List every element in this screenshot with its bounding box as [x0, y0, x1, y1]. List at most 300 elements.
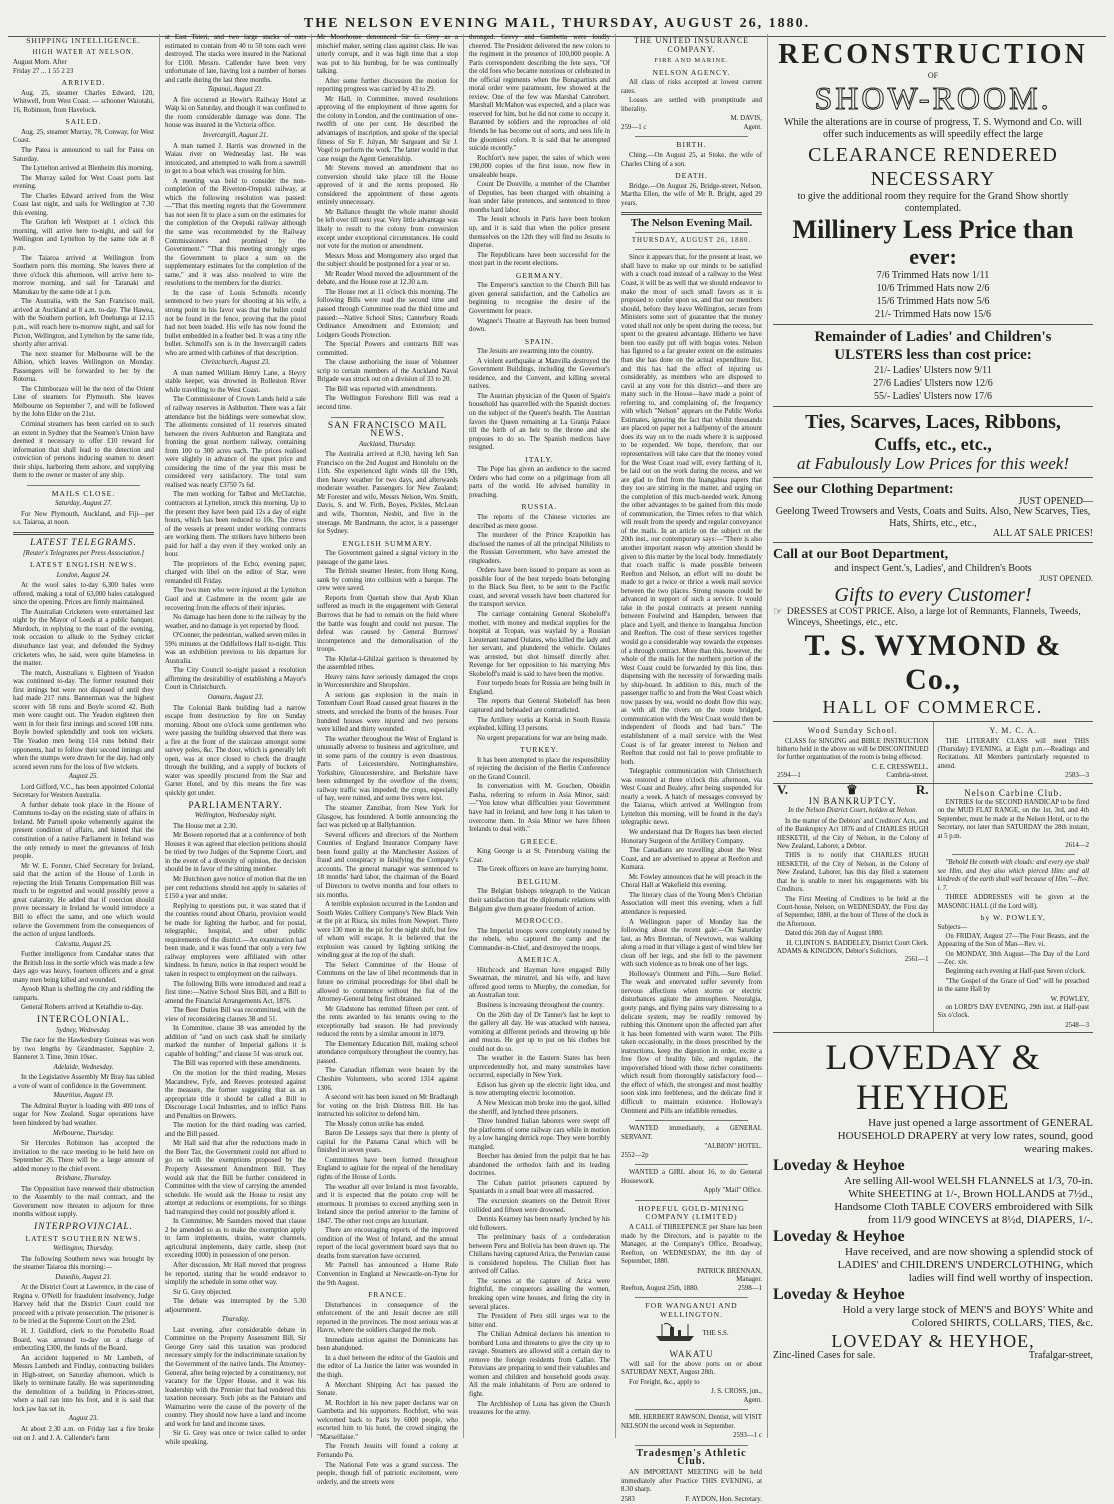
dateline: August 23. — [68, 1415, 99, 1423]
news-para: In Committee, clause 38 was amended by the addition of "and on such cask shall be similarly marked the number of Imperial gallons it is capable of holding;" and clause 51 was struck out. — [165, 1025, 306, 1058]
news-para: The Republicans have been successful for the most part in the recent elections. — [469, 251, 610, 268]
shipping-para: The Chimborazo will be the next of the Orient Line of steamers for Plymouth. She leaves Melbourne on September 7, and will be followed by the John Elder on the 21st. — [13, 385, 154, 419]
news-para: A further debate took place in the House of Commons to-day on the existing state of affairs in Ireland. Mr Parnell spoke vehemently against the present condition of affairs, and hinted that the constitution of a native Parliament in Ireland was the only remedy to meet the grievances of Irish people. — [13, 801, 154, 861]
divider — [13, 532, 154, 535]
boot-text: and inspect Gent.'s, Ladies', and Children's Boots — [834, 562, 1032, 574]
editorial-para: Telegraphic communication with Christchurch was restored at three o'clock this afternoon, via West Coast and Bealey, after being suspended for nearly a week. A batch of messages conveyed by the Taiaroa, which arrived at Wellington from Lyttelton this morning, will be found in the day's telegraphic news. — [621, 768, 762, 827]
news-para: The proprietors of the Echo, evening paper, charged with libel on the editor of Star, were remanded till Friday. — [165, 560, 306, 585]
news-para: The Mossly cotton strike has ended. — [325, 1120, 425, 1128]
servant-ad-where: "ALBION" HOTEL. — [704, 1143, 762, 1151]
loveday-text: Are selling All-wool WELSH FLANNELS at 1/3, 70-in. White SHEETING at 1/-, Brown HOLLANDS at 7½d., Handsome Cloth TABLE COVERS embroidered with Silk from 11/9 good WINCEYS at 8½d, DIAPERS, 1/-. — [834, 1175, 1093, 1227]
parliamentary-heading: PARLIAMENTARY. — [188, 800, 283, 811]
ad-ref: 2583 — [621, 1495, 635, 1503]
loveday-footer: LOVEDAY & HEYHOE, — [831, 1331, 1035, 1352]
girl-ad-where: Apply "Mail" Office. — [703, 1187, 762, 1195]
dateline: Oamaru, August 23. — [207, 694, 264, 702]
ad-ref: 2593—1 c — [733, 1432, 762, 1440]
news-para: Mr Reader Wood moved the adjournment of the debate, and the House rose at 12.30 a.m. — [317, 270, 458, 287]
birth-text: Ching.—On August 25, at Stoke, the wife of Charles Ching of a son. — [621, 152, 762, 168]
news-para: Mr Stevens moved an amendment that no conversion should take place till the House approved of it and the terms proposed. He considered the appointment of these agents entirely unnecessary. — [317, 165, 458, 207]
news-para: Wagner's Theatre at Bayreuth has been burned down. — [469, 317, 610, 334]
ever-heading: ever: — [909, 243, 957, 269]
divider — [635, 1297, 748, 1298]
mails-heading: MAILS CLOSE. — [51, 488, 116, 498]
divider — [331, 417, 444, 418]
news-para: A violent earthquake at Manvilla destroyed the Government Buildings, including the Governor's residence, and the Convent, and killing several natives. — [469, 357, 610, 391]
paper-date: THURSDAY, AUGUST 26, 1880. — [631, 236, 752, 244]
news-para: The Archbishop of Luna has given the Church treasures for the army. — [469, 1400, 610, 1417]
hat-prices — [773, 269, 1093, 321]
wood-name: C. E. CRESSWELL. — [871, 763, 929, 771]
reconstruction-heading: RECONSTRUCTION — [778, 39, 1088, 70]
dateline: Mauritius, August 19. — [53, 1092, 114, 1100]
news-para: Last evening, after considerable debate in Committee on the Property Assessment Bill, Sir George Grey said this taxation was produced necessary simply for the indiscriminate taxation by the Government of the native lands. The Attorney-General, after being rejected by a constituency, not vacancy for the Upper House, and it was his leadership with the Premier that had rendered this taxation necessary. Such jobs as the Patutaro and Waimarino were the cause of the poverty of the country. They should now have a land and income and work for land and income taxes. — [165, 1326, 306, 1428]
shipping-para: The Murray sailed for West Coast ports last evening. — [13, 174, 154, 191]
news-para: After some further discussion the motion for reporting progress was carried by 43 to 29. — [317, 77, 458, 94]
geelong-text: Geelong Tweed Trowsers and Vests, Coats and Suits. Also, New Scarves, Ties, Hats, Shirts, etc., etc., — [775, 506, 1091, 530]
sailed-heading: SAILED. — [65, 117, 102, 127]
news-para: Messrs Moss and Montgomery also urged that the subject should be postponed for a year or so. — [317, 252, 458, 269]
addresses-item: "The Gospel of the Grace of God" will be preached in the same Hall by — [937, 977, 1089, 994]
news-para: The Artillery works at Korisk in South Russia exploded, killing 13 persons. — [469, 716, 610, 733]
loveday-name: Loveday & Heyhoe — [773, 1157, 905, 1175]
dateline: Dunedin, August 21. — [55, 1273, 112, 1281]
column-4 — [464, 34, 616, 1438]
news-para: Disturbances in consequence of the enforcement of the anti Jesuit decree are still reported in the provinces. The most serious was at Havre, where the soldiers charged the mob. — [317, 1301, 458, 1335]
bankruptcy-date: Dated this 26th day of August 1880. — [785, 930, 884, 938]
ship-ad-text: will sail for the above ports on or about SATURDAY NEXT, August 28th. — [621, 1360, 762, 1377]
news-para: The carriage containing General Skobeloff's mother, with money and medical supplies for the hospital at Tcopan, was waylaid by a Russian Lieutenant named Oulates, who killed the lady and her servant, and plundered the vehicle. Oulates was arrested, but shot himself directly after. Revenge for her opposition to his marrying Mrs Skobeloff's maid is said to have been the motive. — [469, 611, 610, 678]
column-5 — [616, 34, 768, 1503]
wymond-ad — [773, 34, 1093, 722]
carbine-text: ENTRIES for the SECOND HANDICAP to be fired on the MUD FLAT RANGE, on the 1st, 3rd, and 4th September, must be made at the Nelson Hotel, or to the Secretary, not later than SATURDAY the 28th instant, at 5 p.m. — [937, 799, 1089, 840]
editorial-para: Mr. Fowley announces that he will preach in the Choral Hall at Wakefield this evening. — [621, 873, 762, 890]
gold-mining-date: Reefton, August 25th, 1880. — [621, 1284, 699, 1292]
news-para: The following Bills were introduced and read a first time:—Native School Sites Bill, and a Bill to amend the Financial Arrangements Act, 1876. — [165, 980, 306, 1005]
news-para: Further intelligence from Candahar states that the British loss in the sortie which was made a few days ago was heavy, fourteen officers and a great many men being killed and wounded. — [13, 951, 154, 984]
dateline: Melbourne, Thursday. — [52, 1129, 115, 1137]
dateline: Wellington, Thursday. — [53, 1245, 114, 1253]
news-para: Reports from Quettah show that Ayub Khan suffered as much in the engagement with General Burrows that he had to remain on the field where the battle was fought and could not pursue. The defeat was caused by General Burrows' incompetence and the demoralisation of the troops. — [317, 594, 458, 654]
ship-ad-intro: THE S.S. — [702, 1329, 729, 1337]
news-para: General Roberts arrived at Ketalhdie to-day. — [21, 1004, 144, 1012]
news-para: At the District Court at Lawrence, in the case of Regina v. O'Neill for fraudulent insolvency, Judge Harvey held that the District Court could not proceed with a private prosecution. The prisoner is to be tried at the Supreme Court on the 23rd. — [13, 1284, 154, 1326]
high-water-heading: HIGH WATER AT NELSON. — [32, 48, 135, 56]
news-para: H. J. Guildford, clerk to the Portobello Road Board, was arrested to-day on a charge of embezzling £300, the funds of the Board. — [13, 1328, 154, 1353]
bankruptcy-court: In the Nelson District Court, holden at Nelson. — [788, 807, 918, 815]
news-para: The weather throughout the West of England is unusually adverse to business and agriculture, and in some parts of the country is even disastrous. Parts of Leicestershire, Nottinghamshire, Yorkshire, Gloucestershire, and Berkshire have been submerged by the overflow of the rivers; railway traffic was impeded; the crops, especially of hay, were ruined, and some lives were lost. — [317, 735, 458, 803]
showroom-heading: SHOW-ROOM. — [814, 79, 1052, 116]
cuffs-heading: Cuffs, etc., etc., — [874, 433, 992, 454]
bankruptcy-text: The First Meeting of Creditors to be held at the Court-house, Nelson, on WEDNESDAY, the First day of September, 1880, at the hour of Three of the clock in the Afternoon. — [777, 895, 929, 928]
news-para: The Canadian rifleman were beaten by the Cheshire Volunteers, who scored 1314 against 1306. — [317, 1067, 458, 1092]
price-line: 10/6 Trimmed Hats now 2/6 — [876, 282, 990, 294]
bankruptcy-solicitors: ADAMS & KINGDON, Debtor's Solicitors. — [777, 947, 898, 955]
news-para: The Belgian bishops telegraph to the Vatican their satisfaction that the diplomatic relations with Belgium give them greater freedom of action. — [469, 888, 610, 913]
news-para: A terrible explosion occurred in the London and South Wales Colliery Company's New Black Vein at the pit at Risca, six miles from Newport. There were 130 men in the pit for the night shift, but few of whom will escape. It is believed that the explosion was caused by lighting striking the winding gear at the top of the shaft. — [317, 901, 458, 960]
ship-ad-freight: For Freight, &c., apply to — [629, 1378, 700, 1386]
carbine-notice — [934, 784, 1094, 1033]
ship-agent-role: Agent. — [743, 1396, 762, 1404]
ad-ref: 2614—2 — [1065, 842, 1089, 850]
dateline: August 25. — [68, 773, 99, 781]
wood-text: CLASS for SINGING and BIBLE INSTRUCTION hitherto held in the above on will be DISCONTINUED for further organization of the room is being effected. — [777, 737, 929, 762]
reconstruction-text: While the alterations are in course of progress, T. S. Wymond and Co. will offer such inducements as will speedily effect the large — [784, 116, 1082, 140]
english-news-heading: LATEST ENGLISH NEWS. — [30, 560, 137, 570]
news-para: The Australian Cricketers were entertained last night by the Mayor of Leeds at a public banquet. Murdoch, in replying to the toast of the evening, took occasion to allude to the Sydney cricket disturbance last year, and defended the Sydney cricketers who, he said, were quite blameless in the matter. — [13, 608, 154, 668]
divider — [27, 485, 140, 486]
english-summary-heading: ENGLISH SUMMARY. — [342, 538, 433, 548]
morocco-heading: MOROCCO. — [515, 916, 564, 926]
news-para: The weather in the Eastern States has been unprecedentedly hot, and many sunstrokes have occurred, especially in New York. — [469, 1055, 610, 1080]
addresses-subjects: Subjects— — [937, 924, 968, 932]
addresses-item: on LORD'S DAY EVENING, 29th inst. at Half-past Six o'clock. — [937, 1003, 1089, 1020]
news-para: On the motion for the third reading, Messrs Macandrew, Fyfe, and Reeves protested against the measure, the former suggesting that as an appropriate title it should be called a Bill to Discourage Local Industries, and to inflict Pains and Penalties on Brewers. — [165, 1069, 306, 1120]
ulsters-heading: ULSTERS less than cost price: — [834, 346, 1032, 363]
news-para: The weather all over Ireland is most favorable, and it is expected that the potato crop will be enormous. It promises to exceed anything seen in Ireland since the period anterior to the famine of 1847. The other root crops are luxuriant. — [317, 1183, 458, 1225]
editorial-para: Holloway's Ointment and Pills.—Sure Relief. The weak and enervated suffer severely from nervous affections when storms or electric disturbances agitate the atmosphere. Neuralgia, gouty pangs, and flying pains vary distressing to a delicate system, may be readily removed by rubbing this Ointment upon the affected part after it has been fomented with warm water. The Pills taken occasionally, in the doses prescribed by the instructions, keep the digestion in order, excite a free flow of healthy bile, and regulate, the impoverished blood with those richer constituents which result from thoroughly satisfactory food—the effect of which, the strongest and most healthy soon sink into feebleness, and the delicate find it difficult to maintain existence. Holloway's Ointment and Pills are infallible remedies. — [621, 970, 762, 1115]
ad-ref: 2548—3 — [1065, 1021, 1089, 1029]
america-heading: AMERICA. — [517, 955, 562, 965]
clearance-heading: CLEARANCE RENDERED NECESSARY — [808, 143, 1058, 190]
editorial-para: The Canadians are travelling about the West Coast, and are advertised to appear at Reefton and Kumara. — [621, 847, 762, 872]
news-para: The motion for the third reading was carried, and the Bill passed. — [165, 1122, 306, 1138]
loveday-name: Loveday & Heyhoe — [773, 1286, 905, 1304]
ad-ref: 2594—1 — [777, 772, 801, 780]
ship-ad-title: FOR WANGANUI AND WELLINGTON. — [645, 1301, 738, 1319]
agent-label: Agent. — [743, 123, 762, 131]
news-para: Mr Bowen reported that at a conference of both Houses it was agreed that election petitions should be tried by two Judges of the Supreme Court, and in the event of a diversity of opinion, the decision should be in favor of the sitting member. — [165, 832, 306, 874]
news-para: Mr Hall said that after the reductions made in the Beer Tax, the Government could not afford to go on with the exemptions proposed by the Property Assessment Amendment Bill. They would ask that the Bill be further considered in Committee with the view of carrying the amended schedule. He would ask the House to resist any attempt at reductions or exemptions, for so things had transpired they could not possibly afford it. — [165, 1140, 306, 1216]
ymca-title: Y. M. C. A. — [989, 726, 1038, 736]
editorial-para: The literary class of the Young Men's Christian Association will meet this evening, when a full attendance is requested. — [621, 891, 762, 916]
news-para: In Committee, Mr Saunders moved that clause 2 be amended so as to make the exemption apply to farm implements, drains, water channels, agricultural implements, dairy cattle, sheep (not exceeding 1000) in possession of one person. — [165, 1218, 306, 1260]
news-para: Mr Ballance thought the whole matter should be left over till next year. Very little advantage was likely to result to the colony from conversion except under exceptional circumstances. He could not vote for the motion or amendment. — [317, 208, 458, 251]
athletic-club-text: AN IMPORTANT MEETING will be held immediately after Practice THIS EVENING, at 8.30 sharp. — [621, 1469, 762, 1494]
news-para: The following Southern news was brought by the steamer Taiaroa this morning:— — [13, 1255, 154, 1272]
news-para: No urgent preparations for war are being made. — [477, 734, 608, 742]
millinery-heading: Millinery Less Price than — [792, 214, 1074, 244]
wood-title: Wood Sunday School. — [807, 726, 898, 736]
news-para: The Australia arrived at 8.30, having left San Francisco on the 2nd August and Honolulu on the 11th. She experienced light winds till the 19th, then heavy weather for two days, and afterwards moderate weather. Passengers for New Zealand; Mr Forester and wife, Messrs Nelson, Wm. Smith, Davis, S. and W. Firth, Boyes, Pickles, McLean and wife, Thornton, Nesbit, and five in the steerage. Mr Bandmann, the actor, is a passenger for Sydney. — [317, 451, 458, 536]
shipping-para: The next steamer for Melbourne will be the Albion, which leaves Wellington on Monday. Passengers will be forwarded to her by the Rotorua. — [13, 350, 154, 384]
dateline: Adelaide, Wednesday. — [53, 1063, 114, 1071]
news-para: After discussion, Mr Hall moved that progress be reported, stating that he would endeavor to simplify the schedule in some other way. — [165, 1262, 306, 1287]
dateline: Auckland, Thursday. — [359, 440, 416, 448]
news-para: A fire occurred at Hewitt's Railway Hotel at Waip ki on Saturday, and though it was confined to the room considerable damage was done. The house was insured in the Victoria office. — [165, 96, 306, 130]
news-para: In the case of Louis Schmolls recently sentenced to two years for shooting at his wife, a strong point in his favor was that the bullet could not be found in the fence, proving that the pistol had not been loaded. His wife has now found the bullet embedded in a feather bed. It was a tiny rifle bullet. Schmoll's son is in the Invercargill cadets who are armed with carbines of that description. — [165, 289, 306, 357]
news-para: Four torpedo boats for Russia are being built in England. — [469, 680, 610, 696]
gifts-heading: Gifts to every Customer! — [834, 584, 1032, 607]
all-at-sale: ALL AT SALE PRICES! — [992, 528, 1093, 540]
shipping-para: The Taiaroa arrived at Wellington from Southern ports this morning. She leaves there at three o'clock this afternoon, will arrive here to-morrow morning, and sail for Taranaki and Manukau by the same tide at 1 p.m. — [13, 254, 154, 296]
boot-open: JUST OPENED. — [1039, 573, 1093, 583]
news-para: Rochfort's new paper, the sales of which were 190,000 copies of the first issue, now flew in unsaleable heaps. — [469, 154, 610, 179]
insurance-title: THE UNITED INSURANCE COMPANY. — [633, 36, 750, 54]
news-para: On the 26th day of Dr Tanner's fast he kept to the gallery all day. He was attacked with nausea, vomiting at different periods and throwing up bile and mucus. He got up to put on his clothes but could not do so. — [469, 1011, 610, 1053]
fabulous-heading: at Fabulously Low Prices for this week! — [797, 453, 1069, 473]
price-line: 21/- Ladies' Ulsters now 9/11 — [874, 364, 992, 376]
addresses-name: W. POWLEY, — [1050, 995, 1089, 1003]
dresses-text: DRESSES at COST PRICE. Also, a large lot of Remnants, Flannels, Tweeds, Winceys, Sheetings, etc., etc. — [786, 607, 1081, 629]
news-para: No damage has been done to the railway by the weather, and no damage is yet reported by flood. — [165, 614, 306, 630]
divider — [635, 1409, 748, 1410]
news-para: King George is at St. Petersburg visiting the Czar. — [469, 848, 610, 864]
southern-news-heading: LATEST SOUTHERN NEWS. — [25, 1233, 142, 1243]
addresses-item: On FRIDAY, August 27—The Four Beasts, and the Appearing of the Son of Man—Rev. vi. — [937, 932, 1089, 949]
loveday-text: Have just opened a large assortment of GENERAL HOUSEHOLD DRAPERY at very low rates, sound, good wearing makes. — [837, 1117, 1093, 1156]
news-para: The Beer Duties Bill was recommitted, with the view of reconsidering clauses 38 and 51. — [165, 1007, 306, 1023]
news-para: thronged. Grevy and Gambetta were loudly cheered. The President delivered the new colors to the regiment in the presence of 100,000 people. A Paris correspondent describing the fete says, "Of the old foes who became notorious or celebrated in the official regiments when the Bonapartists and moral order were paramount, few showed at the review. One of the few was Marshal Canrobert. Marshall McMahon was expected, and a place was reserved for him, but he did not come to occupy it. Baranted by soldiers and the reproaches of old friends he has become out of sorts, and sees life in the gloomiest colors. It is said that he attempted suicide recently." — [469, 34, 610, 153]
news-para: Hitchcock and Hayman have engaged Billy Sweatman, the minstrel, and his wife, and have offered good terms to Murphy, the comedian, for an Australian tour. — [469, 966, 610, 1000]
news-para: A meeting was held to consider the non-completion of the Riverton-Orepuki railway, at which the following resolution was passed:—"That this meeting regrets that the Government has not seen fit to place a sum on the estimates for the completion of the Orepuki railway although the same was recommended by the Railway Commissioners and promised by the Government." "That this meeting strongly urges the Government to place a sum on the supplementary estimates for the completion of the same," and it was also resolved to wire the resolutions to the members for the district. — [165, 177, 306, 288]
wood-role: Cambria-street. — [886, 772, 929, 780]
news-para: Committees have been formed throughout England to agitate for the repeal of the hereditary rights of the House of Lords. — [317, 1156, 458, 1181]
mails-text: For New Plymouth, Auckland, and Fiji—per s.s. Taiaroa, at noon. — [13, 510, 154, 527]
loveday-heading: LOVEDAY & HEYHOE — [825, 1037, 1041, 1118]
news-para: The Austrian physician of the Queen of Spain's household has quarrelled with the Spanish doctors on the subject of the Queen's health. The Austrian favors the Queen remaining at La Granja Palace till the birth of an heir to the throne and she proposes to do so. The Spanish medicos have resigned. — [469, 392, 610, 452]
dateline: Invercargill, August 21. — [202, 132, 269, 140]
tide-row: Friday 27 ... 1 55 2 23 — [13, 67, 74, 75]
just-opened: JUST OPENED— — [1018, 495, 1093, 507]
loveday-ad — [773, 1033, 1093, 1365]
news-para: Several officers and directors of the Northern Counties of England Insurance Company have been found guilty at the Manchester Assizes of fraud and conspiracy in falsifying the Company's accounts. The general manager was sentenced to 18 months' hard labor, the chairman of the Board of Directors to twelve months and four others to six months. — [317, 831, 458, 899]
news-para: Count De Douville, a member of the Chamber of Deputies, has been charged with obtaining a loan under false pretences, and sentenced to three months hard labor. — [469, 181, 610, 214]
loveday-name: Loveday & Heyhoe — [773, 1228, 905, 1246]
insurance-text: All class of risks accepted at lowest current rates. — [621, 79, 762, 95]
dateline: Christchurch, August 23. — [201, 359, 270, 367]
news-para: It has been attempted to place the responsibility of rejecting the decision of the Berlin Conference on the Grand Council. — [469, 756, 610, 781]
news-para: The Greek officers on leave are hurrying home. — [477, 866, 609, 874]
addresses-title: THREE ADDRESSES will be given at the MASONIC HALL (if the Lord will), — [937, 894, 1089, 910]
mails-sub: Saturday, August 27. — [54, 500, 113, 508]
turkey-heading: TURKEY. — [520, 745, 559, 755]
news-para: The Khelat-i-Ghilzai garrison is threatened by the assembled tribes. — [317, 655, 458, 672]
ship-name: WAKATU — [669, 1349, 714, 1360]
news-para: The preliminary basis of a confederation between Peru and Bolivia has been drawn up. The Chilians having captured Arica, the Peruvian cause is considered hopeless. The Chilian fleet has arrived off Callao. — [469, 1234, 610, 1276]
column-1 — [8, 34, 160, 1442]
insurance-sub: FIRE AND MARINE. — [654, 57, 729, 65]
hall-of-commerce: HALL OF COMMERCE. — [822, 697, 1044, 718]
news-para: The French Jesuits will found a colony at Fernando Po. — [317, 1443, 458, 1459]
news-para: A second writ has been issued on Mr Bradlaugh for voting on the Irish Distress Bill. He has instructed his solicitor to defend him. — [317, 1094, 458, 1119]
news-para: The excursion steamers on the Detroit River collided and fifteen were drowned. — [469, 1198, 610, 1214]
news-para: The Admiral Ruyter is loading with 400 tons of sugar for New Zealand. Sugar operations have been hindered by bad weather. — [13, 1102, 154, 1127]
news-para: A Merchant Shipping Act has passed the Senate. — [317, 1381, 458, 1398]
ties-heading: Ties, Scarves, Laces, Ribbons, — [805, 410, 1061, 433]
news-para: A man named J. Harris was drowned in the Waiau river on Wednesday last. He was intoxicated, and attempted to walk from a sawmill to get to a boat which was crossing for him. — [165, 142, 306, 176]
news-para: Orders have been issued to prepare as soon as possible four of the best torpedo boats belonging to the Black Sea fleet, to be sent to the Pacific coast, and several vessels have been chartered for the transport service. — [469, 567, 610, 609]
notices-row-1 — [773, 722, 1093, 783]
shipping-para: The Australia, with the San Francisco mail, arrived at Auckland at 8 a.m. to-day. The Hawea, with the Southern portion, left Onehunga at 12.15 p.m., will reach here to-morrow night, and sail for Picton, Wellington, and Lyttelton by the same tide, shortly after arrival. — [13, 298, 154, 349]
boot-heading: Call at our Boot Department, — [773, 546, 949, 562]
servant-ad: WANTED immediately, a GENERAL SERVANT. — [621, 1125, 762, 1141]
divider — [635, 249, 748, 250]
news-para: At the wool sales to-day 6,300 bales were offered, making a total of 63,000 bales catalogued since the opening. Prices are firmly maintained. — [13, 582, 154, 607]
birth-heading: BIRTH. — [676, 140, 707, 150]
addresses-item: On MONDAY, 30th August—The Day of the Lord—Zec. xiv. — [937, 950, 1089, 966]
price-line: 21/- Trimmed Hats now 15/6 — [874, 308, 992, 320]
news-para: at East Taieri, and two large stacks of oats estimated to contain from 40 to 50 tons each were destroyed. The stacks were insured in the National for £100. Messrs. Callender have been very unfortunate of late, having lost a number of horses and cattle during the last three months. — [165, 34, 306, 84]
news-para: Immediate action against the Dominicans has been abandoned. — [317, 1336, 458, 1353]
insurance-agent: M. DAVIS, — [730, 115, 762, 123]
news-para: The reports of the Chinese victories are described as mere goose. — [469, 513, 610, 530]
divider — [635, 1120, 748, 1121]
ad-ref: 2561—1 — [904, 956, 929, 964]
shipping-heading: SHIPPING INTELLIGENCE. — [26, 36, 141, 45]
news-para: The men working for Talbot and McClatchie, contractors at Lyttelton, struck this morning. Up to the present they have been paid 12s a day of eight hours, which has been reduced to 10s. The crews of the vessels at present under working contracts are working them. The strikers have hitherto been paid for half a day even if they worked only an hour. — [165, 491, 306, 559]
germany-heading: GERMANY. — [515, 270, 564, 280]
news-para: The Jesuits are swarming into the country. — [477, 348, 594, 356]
news-para: The British steamer Hester, from Hong Kong, sank by coming into collision with a barque. The crew were saved. — [317, 568, 458, 593]
news-para: Lord Gifford, V.C., has been appointed Colonial Secretary for Western Australia. — [13, 783, 154, 800]
reconstruction-of: OF — [927, 71, 939, 80]
zinc-text: Zinc-lined Cases for sale. — [773, 1350, 876, 1362]
notices-row-2 — [773, 781, 1093, 1034]
news-para: Business is increasing throughout the country. — [477, 1001, 605, 1009]
news-para: The Commissioner of Crown Lands held a sale of railway reserves in Ashburton. There was a fair attendance but the biddings were somewhat slow. The allotments consisted of 11 reserves situated between the rivers Ashburton and Rangitata and fronting the great northern railway, containing from 100 to 300 acres each. The prices realised were slightly in advance of the upset price and considering the time of the year this must be considered very satisfactory. The total sum realised was nearly £3750 7s 6d. — [165, 396, 306, 489]
news-para: Heavy rains have seriously damaged the crops in Worcestershire and Shropshire. — [317, 673, 458, 690]
news-para: There are encouraging reports of the improved condition of the West of Ireland, and the annual report of the local government board says that no deaths from starvation have occurred. — [317, 1227, 458, 1260]
news-para: The debate was interrupted by the 5.30 adjournment. — [165, 1298, 306, 1314]
clearance-text: to give the additional room they require for the Grand Show shortly contemplated. — [797, 190, 1069, 214]
intercolonial-heading: INTERCOLONIAL. — [37, 1014, 130, 1025]
dateline: Sydney, Wednesday. — [56, 1026, 111, 1034]
dateline: London, August 24. — [56, 571, 111, 579]
ship-ad-header — [621, 1321, 762, 1347]
divider — [635, 1164, 748, 1165]
news-para: Edison has given up the electric light idea, and is now attempting electric locomotion. — [469, 1081, 610, 1098]
news-para: Sir G. Grey objected. — [173, 1288, 232, 1296]
wymond-name: T. S. WYMOND & Co., — [804, 629, 1062, 697]
death-text: Bridge.—On August 26, Bridge-street, Nelson, Martha Ellen, the wife of Mr R. Bright, aged 29 years. — [621, 182, 762, 207]
tide-head: August Morn. After — [13, 59, 67, 67]
news-para: Mr Moorhouse denounced Sir G. Grey as a mischief maker, setting class against class. He was utterly corrupt, and it was high time that a stop was put to his humbug, for he was continually talking. — [317, 34, 458, 76]
bankruptcy-clerk: H. CLINTON S. BADDELEY, District Court Clerk. — [786, 939, 929, 947]
divider — [621, 212, 762, 215]
gold-mining-title: HOPEFUL GOLD-MINING COMPANY (LIMITED) — [638, 1203, 745, 1222]
r-letter: R. — [915, 781, 929, 797]
news-para: Sir G. Grey was once or twice called to order while speaking. — [165, 1430, 306, 1446]
news-para: The Imperial troops were completely routed by the rebels, who captured the camp and the Commander-in-Chief, and destroyed the troops. — [469, 927, 610, 952]
news-para: Ayoob Khan is shelling the city and riddling the ramparts. — [13, 986, 154, 1002]
greece-heading: GREECE. — [520, 836, 559, 846]
news-para: The race for the Hawkesbury Guineas was won by two lengths by Grandmaster, Sapphire 2, Banneret 3. Time, 3min 10sec. — [13, 1037, 154, 1062]
ads-column — [768, 34, 1098, 1438]
news-para: Mr Parnell has announced a Home Rule Convention in England at Newcastle-on-Tyne for the 9th August. — [317, 1262, 458, 1287]
price-line: 55/- Ladies' Ulsters now 17/6 — [874, 390, 992, 402]
news-para: Dennis Kearney has been nearly lynched by his old followers. — [469, 1216, 610, 1232]
sailed-text: Aug. 25, steamer Murray, 78, Conway, for West Coast. — [13, 128, 154, 145]
news-para: An accident happened to Mr Lambeth, of Messrs Lambeth and Findlay, contracting builders in High-street, on Saturday afternoon, which is likely to terminate fatally. He was superintending the demolition of a building in Princes-street, when a nail ran into his foot, and it is said that lock jaw has set in. — [13, 1354, 154, 1413]
news-para: Mr Hall, in Committee, moved resolutions approving of the employment of three agents for the colony in London, and the continuation of one-twelfth of one per cent. He described the advantages of inscription, and spoke of the special fitness of Sir F. Julyan, Mr Sargeant and Sir J. Vogel to perform the work. The latter would in that case resign the Agent Generalship. — [317, 95, 458, 163]
news-para: A man named William Henry Lane, a Heyry stable keeper, was drowned in Rolleston River while travelling to the West Coast. — [165, 369, 306, 394]
news-para: The two men who were injured at the Lyttelton Gaol and at Cashmere in the recent gale are recovering from the effects of their injuries. — [165, 587, 306, 612]
arrived-heading: ARRIVED. — [61, 78, 106, 88]
news-para: Mr Gladstone has remitted fifteen per cent. of the rents awarded to his tenants owing to the exceptionally bad season. He had previously reduced the rents by a similar amount in 1879. — [317, 1005, 458, 1039]
pointing-hand-icon: ☞ — [773, 606, 783, 619]
news-para: The Elementary Education Bill, making school attendance compulsory throughout the country, has passed. — [317, 1040, 458, 1065]
news-para: The Jesuit schools in Paris have been broken up, and it is said that when the police present themselves on the 12th they will find no Jesuits to disperse. — [469, 216, 610, 250]
price-line: 15/6 Trimmed Hats now 5/6 — [876, 295, 990, 307]
interprovincial-heading: INTERPROVINCIAL. — [33, 1222, 134, 1232]
editorial-para: We understand that Dr Rogers has been elected Honorary Surgeon of the Artillery Company. — [621, 829, 762, 845]
dateline: Calcutta, August 25. — [55, 940, 112, 948]
italy-heading: ITALY. — [525, 454, 554, 464]
news-para: Baron De Lesseps says that there is plenty of capital for the Panama Canal which will be finished in seven years. — [317, 1130, 458, 1155]
news-para: The reports that General Skobeloff has been captured and beheaded are contradicted. — [469, 698, 610, 715]
news-para: The Emperor's sanction to the Church Bill has given general satisfaction, and the Catholics are beginning to recognise the desire of the Government for peace. — [469, 282, 610, 315]
news-para: The murderer of the Prince Krapotkin has disclosed the names of all the principal Nihilists to the Russian Government, who have arrested the ringleaders. — [469, 532, 610, 565]
news-para: Mr Hutchison gave notice of motion that the ten per cent reductions should not apply to salaries of £150 a year and under. — [165, 875, 306, 901]
editorial-para: Since it appears that, for the present at least, we shall have to make up our minds to be satisfied with a coach road instead of a railway to the West Coast, it will be as well that we should endeavor to make the most of such small favors as it is proposed to confer upon us, and that our members should, before they leave Wellington, secure from Ministers some sort of guarantee that the money voted shall not only be spent during the recess, but spent to the greatest advantage. Hitherto we have been too easily put off with bogus votes. Nelson has figured to a far greater extent on the estimates than she has done on the actual expenditure list, and this has had the effect of injuring us considerably, as members who are disposed to cavil at any vote for this district—and there are many such in the House—have made a point of referring to, and complaining of, the frequency with which "Nelson" appears on the Public Works Estimates, ignoring the fact that whilst thousands are placed on paper not a halfpenny of the amount does its way on to the roads where it is supposed to be expended. We hope, therefore, that our representatives will take care that the money voted for the West Coast road will, every farthing of it, be laid out on the work during the recess, and we are glad to find from the Inangahua papers that they too are stirring in the matter, and urging on the completion of this much-needed work. Among the other advantages to be gained from this mode of communication, the Times refers to that which will result from the speedy and regular conveyance of the mails. In an article on the subject on the 20th inst., our contemporary says:—"There is also another important reason why attention should be given to this matter by the local body. Immediately that coach traffic is made possible between Reefton and Nelson, an effort will no doubt be made to get a twice or thrice a week mail service between the two places. Strong reasons could be advanced in support of such a service. It would take in the postal contracts at present running between Foulwind and Hampden, between that place and Lyell, and thence to Inangahua Junction and Reefton. The cost of these services together would go a considerable way towards the expenses of a through contract. More than this, however, the whole of the mails for the northern portion of the West Coast could be forwarded by this line, thus dispensing with the necessity of forwarding mails by ship-board. In addition to this, much of the passenger traffic to and from the West Coast which now passes by sea, would no doubt flow this way, as with all the rivers on the route bridged, communication with the West Coast would then be independent of floods and bad bars." The establishment of a mail service with the West Coast is of far greater interest to Nelson and Reefton that could not fail to prove profitable to both. — [621, 254, 763, 766]
news-para: The President of Peru still urges war to the bitter end. — [469, 1313, 610, 1329]
divider — [635, 136, 748, 137]
dateline: Brisbane, Thursday. — [55, 1175, 112, 1183]
ad-ref: 259—1 c — [621, 123, 647, 131]
ymca-text: THE LITERARY CLASS will meet THIS (Thursday) EVENING, at Eight p.m.—Readings and Recitations. All Members particularly requested to attend. — [937, 737, 1089, 770]
news-para: In the Legislative Assembly Mr Bray has tabled a vote of want of confidence in the Government. — [13, 1074, 154, 1090]
news-para: Mr W. E. Forster, Chief Secretary for Ireland, said that the action of the House of Lords in rejecting the Irish Tenants Compensation Bill was much to be regretted and would possibly prove a great calamity. He added that if coercion should prove necessary in Ireland he would introduce a Bill to effect the same, and one which would relieve the Government from the consequences of the action of unjust landlords. — [13, 862, 154, 939]
ad-ref: 2552—2p — [621, 1151, 649, 1159]
news-para: The Cuban patriot prisoners captured by Spaniards in a small boat were all massacred. — [469, 1179, 610, 1196]
telegrams-sub: [Reuter's Telegrams per Press Association.] — [22, 549, 145, 557]
news-para: The House met at 2.30. — [173, 822, 238, 830]
column-2 — [160, 34, 312, 1446]
gold-mining-name: PATRICK BRENNAN, — [697, 1267, 762, 1275]
dateline: Wellington, Wednesday night. — [194, 812, 277, 820]
bankruptcy-heading: IN BANKRUPTCY. — [808, 796, 897, 807]
news-para: The Government gained a signal victory in the passage of the game laws. — [317, 550, 458, 566]
carbine-title: Nelson Carbine Club. — [964, 787, 1063, 798]
news-para: At about 2.30 a.m. on Friday last a fire broke out on J. and J. A. Callender's farm — [13, 1426, 154, 1442]
news-para: The National Fete was a grand success. The people, though full of patriotic excitement, were orderly, and the streets were — [317, 1461, 458, 1486]
bankruptcy-notice — [773, 781, 934, 1033]
spain-heading: SPAIN. — [524, 336, 555, 346]
shipping-para: The Charles Edward arrived from the West Coast last night, and sails for Wellington at 7.30 this evening. — [13, 192, 154, 217]
addresses-item: Beginning each evening at Half-past Seven o'clock. — [945, 968, 1086, 976]
ad-ref: 2598—1 — [737, 1284, 762, 1292]
news-para: Beecher has denied from the pulpit that he has abandoned the orthodox faith and its leading doctrines. — [469, 1153, 610, 1178]
news-para: Three hundred Italian laborers were swept off the platforms of some railway cars while in motion by a low hanging derrick rope. They were horribly mangled. — [469, 1118, 610, 1151]
trafalgar-text: Trafalgar-street, — [1028, 1350, 1093, 1362]
steamship-icon — [654, 1321, 698, 1347]
gold-mining-text: A CALL of THREEPENCE per Share has been made by the Directors, and is payable to the Manager, at the Company's Office, Broadway, Reefton, on WEDNESDAY, the 8th day of September, 1880. — [621, 1224, 762, 1266]
loveday-text: Have received, and are now showing a splendid stock of LADIES' and CHILDREN'S UNDERCLOTHING, which ladies will find well worthy of inspection. — [837, 1246, 1093, 1285]
news-para: The Wellington Foreshore Bill was read a second time. — [317, 395, 458, 411]
girl-ad: WANTED a GIRL about 16, to do General Housework. — [621, 1169, 762, 1185]
loveday-text: Hold a very large stock of MEN'S and BOYS' White and Colored SHIRTS, COLLARS, TIES, &c. — [842, 1304, 1093, 1330]
news-para: The Bill was reported with amendments. — [325, 385, 438, 393]
news-para: The clause authorising the issue of Volunteer scrip to certain members of the Auckland Naval Brigade was struck out on a division of 33 to 20. — [317, 359, 458, 384]
bankruptcy-text: THIS is to notify that CHARLES HUGH HESKETH, of the City of Nelson, in the Colony of New Zealand, Laborer, has this day filed a statement that he is unable to meet his engagements with his Creditors. — [777, 852, 929, 894]
dateline: Tapanui, August 23. — [207, 86, 264, 94]
price-line: 7/6 Trimmed Hats now 1/11 — [876, 269, 990, 281]
russia-heading: RUSSIA. — [521, 502, 558, 512]
belgium-heading: BELGIUM. — [517, 876, 562, 886]
news-para: The match, Australians v. Eighteen of Yeadon was continued to-day. The former resumed their first innings but were not disposed of until they had made 217 runs. Bannerman was the highest scorer with 58 runs and Boyle scored 42. Both men were caught out. The Yeadon eighteen then went in for their first innings and scored 108 runs. Boyle bowled splendidly and took ten wickets. The Yeadon men being 114 runs behind their opponents, had to follow their second innings and when the stumps were drawn for the day, had only scored seven runs for the loss of five wickets. — [13, 669, 154, 771]
news-para: A serious gas explosion in the main in Tottenham Court Road caused great fissures in the streets, and wrecked the fronts of the houses. Four hundred houses were injured and two persons were killed and thirty wounded. — [317, 691, 458, 734]
shipping-para: The Grafton left Westport at 1 o'clock this morning, will arrive here to-night, and sail for Wellington and Lyttelton by the same tide at 8 p.m. — [13, 219, 154, 253]
wood-notice — [773, 722, 934, 782]
editorial-para: A Wellington paper of Monday has the following about the recent gale:—On Saturday last, as Mrs Brennan, of Newtown, was walking along a road in that village a gust of wind blew her clean off her legs, and she fell to the pavement with such violence as to break one of her legs. — [621, 918, 762, 969]
insurance-agency: NELSON AGENCY. — [652, 67, 731, 77]
price-line: 27/6 Ladies' Ulsters now 12/6 — [873, 377, 993, 389]
ad-ref: 2583—3 — [1065, 772, 1089, 780]
news-para: M. Rochfort in his new paper declares war on Gambetta and his supporters. Rochfort, who was welcomed back to Paris by 6000 people, who escorted him to his hotel, the crowd singing the "Marseillaise." — [317, 1399, 458, 1441]
news-para: O'Conner, the pedestrian, walked seven miles in 59¾ minutes at the Oddfellows Hall to-night. This was an exhibition previous to his departure for Australia. — [165, 632, 306, 665]
dateline: Thursday. — [221, 1316, 250, 1324]
